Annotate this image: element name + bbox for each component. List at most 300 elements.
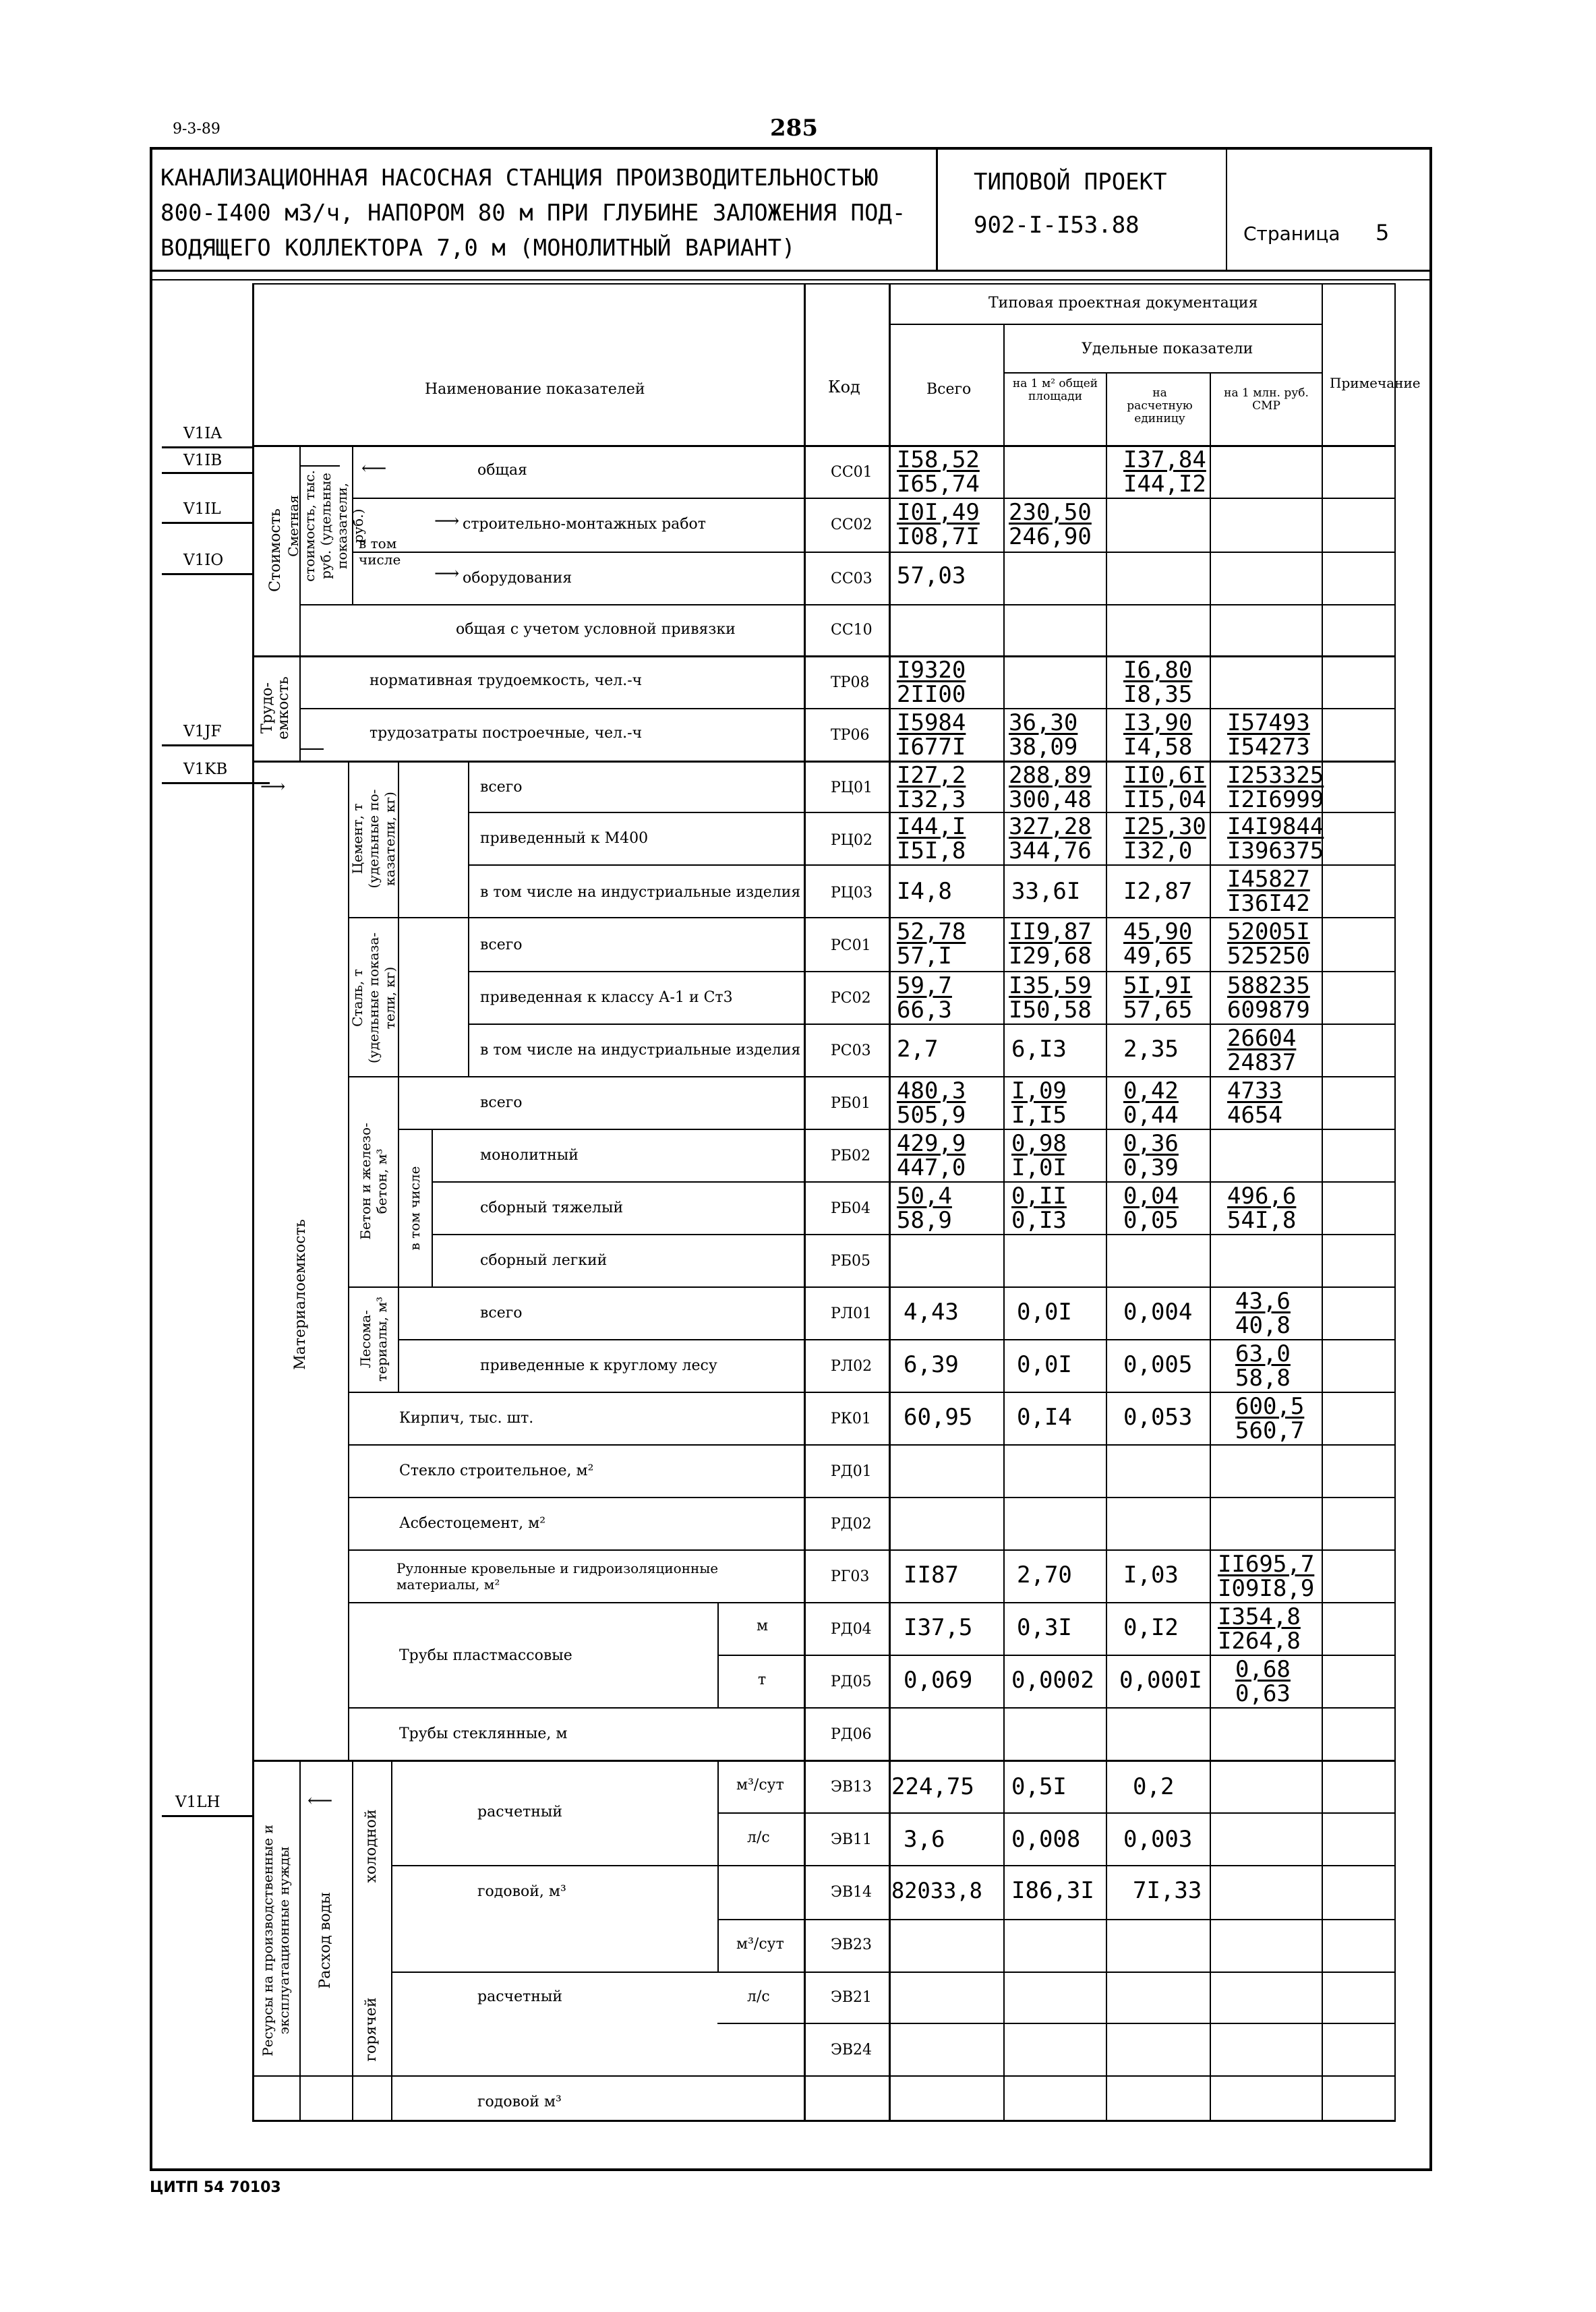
cell-per-mln	[1227, 974, 1310, 1022]
cell-value: 429,9	[897, 1130, 966, 1157]
cell-per-m2	[1011, 1668, 1094, 1692]
cell-per-mln	[1235, 1289, 1291, 1338]
cell-total	[897, 1131, 966, 1180]
group-concrete-incl: в том числе	[407, 1166, 423, 1251]
row-label: приведенный к М400	[480, 830, 649, 847]
cell-value: I57493	[1227, 709, 1310, 736]
cell-value: I9320	[897, 657, 966, 684]
cell-total	[904, 1405, 972, 1429]
cell-value: 0,39	[1123, 1154, 1179, 1181]
column-header-per-unit: на расчетную единицу	[1127, 386, 1193, 425]
marker-v1io: V1IO	[183, 552, 224, 569]
arrow-icon: ⟶	[434, 511, 460, 531]
cell-per-unit	[1123, 1131, 1179, 1180]
row-unit: м³/сут	[736, 1777, 784, 1794]
cell-per-mln	[1227, 1026, 1296, 1075]
cell-value: 0,053	[1123, 1404, 1193, 1431]
group-cost-sub	[285, 465, 366, 587]
row-code: ЭВ24	[831, 2042, 872, 2058]
cell-per-m2	[1017, 1405, 1072, 1429]
cell-value: 58,9	[897, 1207, 952, 1234]
cell-value: I264,8	[1218, 1628, 1301, 1655]
column-header-doc: Типовая проектная документация	[988, 295, 1258, 312]
row-label: в том числе на индустриальные изделия	[480, 1042, 801, 1059]
row-label: общая	[477, 462, 527, 479]
row-code: СС01	[831, 464, 873, 481]
cell-value: I37,84	[1123, 446, 1206, 473]
row-unit: м	[757, 1618, 769, 1634]
cell-value: 82033,8	[891, 1878, 982, 1903]
row-label: всего	[480, 1094, 523, 1111]
cell-value: 58,8	[1235, 1365, 1291, 1392]
cell-total	[897, 448, 980, 496]
group-materials: Материалоемкость	[292, 1219, 309, 1370]
cell-value: 0,2	[1133, 1773, 1175, 1800]
cell-per-unit	[1123, 1184, 1179, 1233]
cell-value: I35,59	[1009, 972, 1092, 999]
arrow-icon: ⟶	[434, 564, 460, 584]
cell-value: 0,5I	[1011, 1773, 1067, 1800]
cell-per-mln	[1227, 920, 1310, 968]
cell-per-m2	[1017, 1563, 1072, 1587]
page-number: 285	[770, 115, 818, 142]
cell-value: I4,58	[1123, 734, 1193, 761]
cell-value: 0,000I	[1119, 1667, 1202, 1694]
cell-total	[904, 1827, 945, 1851]
cell-value: 4654	[1227, 1102, 1282, 1129]
sheet-id: 9-3-89	[173, 121, 220, 138]
row-label: оборудования	[463, 570, 572, 587]
cell-value: I45827	[1227, 866, 1310, 893]
cell-per-m2	[1009, 920, 1092, 968]
cell-per-unit	[1123, 1405, 1192, 1429]
row-unit: л/с	[747, 1829, 770, 1846]
row-code: РД06	[831, 1726, 872, 1743]
cell-per-mln	[1218, 1552, 1314, 1601]
cell-value: 6,I3	[1011, 1036, 1067, 1063]
cell-value: 246,90	[1009, 523, 1092, 550]
cell-per-mln	[1235, 1342, 1291, 1390]
row-code: СС03	[831, 570, 873, 587]
row-code: РС03	[831, 1042, 871, 1059]
cell-value: 5I,9I	[1123, 972, 1193, 999]
marker-v1il: V1IL	[183, 500, 221, 518]
cell-value: 0,003	[1123, 1826, 1193, 1853]
cell-total	[897, 763, 966, 812]
cell-value: I2,87	[1123, 878, 1193, 905]
row-code: РЛ01	[831, 1305, 873, 1322]
cell-value: I58,52	[897, 446, 980, 473]
cell-total	[897, 500, 980, 549]
cell-value: I,I5	[1011, 1102, 1067, 1129]
cell-total	[897, 920, 966, 968]
row-code: РЦ02	[831, 832, 873, 849]
cell-value: I0I,49	[897, 499, 980, 526]
cell-per-mln	[1227, 763, 1324, 812]
cell-value: 3,6	[904, 1826, 945, 1853]
row-label: в том числе на индустриальные изделия	[480, 884, 801, 901]
cell-total	[904, 1300, 959, 1324]
cell-per-m2	[1011, 1079, 1067, 1127]
cell-value: 57,65	[1123, 997, 1193, 1024]
marker-v1ib: V1IB	[183, 452, 223, 469]
group-labor	[260, 668, 292, 748]
row-label: Рулонные кровельные и гидроизоляционные материалы, м²	[396, 1560, 719, 1593]
cell-per-unit	[1123, 920, 1192, 968]
row-code: РК01	[831, 1411, 871, 1427]
cell-total	[897, 658, 966, 707]
cell-value: 230,50	[1009, 499, 1092, 526]
row-unit: т	[758, 1671, 767, 1688]
title-line: ВОДЯЩЕГО КОЛЛЕКТОРА 7,0 м (МОНОЛИТНЫЙ ВАРИАНТ)	[160, 235, 796, 262]
cell-value: 63,0	[1235, 1340, 1291, 1367]
column-header-specific: Удельные показатели	[1082, 340, 1253, 357]
cell-value: 300,48	[1009, 786, 1092, 813]
cell-value: 0,I2	[1123, 1614, 1179, 1641]
cell-total	[897, 1079, 966, 1127]
cell-total	[897, 1184, 952, 1233]
column-header-total: Всего	[926, 381, 972, 398]
cell-value: 0,0I	[1017, 1299, 1072, 1326]
cell-value: 6,39	[904, 1351, 959, 1378]
cell-value: 40,8	[1235, 1312, 1291, 1339]
column-header-per-m2: на 1 м² общей площади	[1012, 377, 1098, 403]
cell-value: 0,II	[1011, 1183, 1067, 1210]
group-water: Расход воды	[317, 1892, 334, 1989]
cell-value: I44,I	[897, 813, 966, 840]
marker-v1ia: V1IA	[183, 425, 222, 442]
cell-value: I50,58	[1009, 997, 1092, 1024]
cell-value: 66,3	[897, 997, 952, 1024]
page-value: 5	[1376, 220, 1390, 245]
column-header-indicators: Наименование показателей	[425, 381, 645, 398]
cell-per-m2	[1009, 974, 1092, 1022]
cell-value: II9,87	[1009, 918, 1092, 945]
row-code: ЭВ13	[831, 1779, 872, 1796]
cell-value: 525250	[1227, 943, 1310, 970]
cell-value: 609879	[1227, 997, 1310, 1024]
cell-value: 0,44	[1123, 1102, 1179, 1129]
cell-per-unit	[1123, 1827, 1192, 1851]
row-code: ЭВ23	[831, 1936, 872, 1953]
row-label: всего	[480, 779, 523, 796]
cell-value: 2II00	[897, 681, 966, 708]
cell-value: 52,78	[897, 918, 966, 945]
cell-total	[904, 1668, 972, 1692]
row-label: нормативная трудоемкость, чел.-ч	[370, 672, 643, 689]
cell-per-m2	[1009, 814, 1092, 863]
cell-value: 33,6I	[1011, 878, 1081, 905]
cell-value: I27,2	[897, 762, 966, 789]
cell-value: 4733	[1227, 1077, 1282, 1104]
cell-per-unit	[1123, 1079, 1179, 1127]
cell-per-unit	[1123, 1563, 1179, 1587]
row-unit: м³/сут	[736, 1936, 784, 1953]
row-code: РЦ03	[831, 885, 873, 901]
cell-total	[897, 974, 952, 1022]
title-line: 800-I400 м3/ч, НАПОРОМ 80 м ПРИ ГЛУБИНЕ ЗАЛОЖЕНИЯ ПОД-	[160, 200, 906, 227]
row-code: ТР08	[831, 674, 870, 691]
row-code: РД04	[831, 1621, 872, 1638]
row-label: общая с учетом условной привязки	[456, 621, 736, 638]
cell-value: 480,3	[897, 1077, 966, 1104]
cell-per-unit	[1123, 1037, 1179, 1061]
row-code: СС10	[831, 622, 873, 639]
row-label: Асбестоцемент, м²	[399, 1515, 546, 1532]
cell-value: 45,90	[1123, 918, 1193, 945]
cell-value: 0,36	[1123, 1130, 1179, 1157]
column-header-per-mln: на 1 млн. руб. СМР	[1224, 386, 1309, 413]
cell-total	[897, 1037, 938, 1061]
cell-value: 0,0002	[1011, 1667, 1094, 1694]
cell-per-m2	[1011, 1878, 1094, 1903]
row-code: ЭВ21	[831, 1989, 872, 2006]
row-code: РБ01	[831, 1095, 870, 1112]
cell-per-mln	[1227, 1079, 1282, 1127]
cell-value: I,0I	[1011, 1154, 1067, 1181]
group-concrete	[357, 1114, 390, 1249]
cell-per-unit	[1123, 1616, 1179, 1640]
cell-value: I396375	[1227, 837, 1324, 864]
cell-per-unit	[1123, 763, 1206, 812]
cell-per-unit	[1123, 1300, 1192, 1324]
group-concrete-text: Бетон и железо-бетон, м³	[357, 1123, 390, 1240]
cell-per-unit	[1133, 1878, 1202, 1903]
column-header-code: Код	[828, 378, 860, 396]
page-label: Страница	[1243, 223, 1340, 245]
cell-per-unit	[1123, 658, 1192, 707]
cell-value: I32,0	[1123, 837, 1193, 864]
cell-value: 24837	[1227, 1049, 1297, 1076]
cell-total	[904, 1616, 972, 1640]
row-code: РД02	[831, 1516, 872, 1533]
cell-per-unit	[1119, 1668, 1202, 1692]
footer-code: ЦИТП 54 70103	[150, 2179, 281, 2196]
cell-total	[897, 814, 966, 863]
group-steel	[349, 930, 398, 1065]
title-line: КАНАЛИЗАЦИОННАЯ НАСОСНАЯ СТАНЦИЯ ПРОИЗВОДИТЕЛЬНОСТЬЮ	[160, 165, 879, 191]
cell-value: I5984	[897, 709, 966, 736]
cell-per-unit	[1123, 448, 1206, 496]
cell-value: I4I9844	[1227, 813, 1324, 840]
cell-per-m2	[1011, 1131, 1067, 1180]
cell-value: I2I6999	[1227, 786, 1324, 813]
cell-value: I36I42	[1227, 890, 1310, 917]
row-code: РБ05	[831, 1253, 870, 1270]
cell-value: I354,8	[1218, 1603, 1301, 1630]
cell-value: 57,I	[897, 943, 952, 970]
cell-value: II695,7	[1218, 1551, 1315, 1578]
group-labor-text: Трудо-емкость	[259, 676, 292, 740]
cell-value: I32,3	[897, 786, 966, 813]
group-cost: Стоимость	[267, 508, 284, 592]
cell-total	[897, 711, 966, 759]
column-header-note: Примечание	[1330, 375, 1421, 391]
row-label: приведенная к классу А-1 и Ст3	[480, 989, 733, 1006]
cell-value: II87	[904, 1562, 959, 1589]
cell-value: 344,76	[1009, 837, 1092, 864]
cell-per-unit	[1123, 879, 1192, 903]
group-cold: холодной	[363, 1809, 380, 1883]
cell-value: I08,7I	[897, 523, 980, 550]
cell-value: 447,0	[897, 1154, 966, 1181]
row-label: Кирпич, тыс. шт.	[399, 1410, 534, 1427]
document-title	[160, 165, 906, 262]
cell-total	[891, 1775, 974, 1799]
cell-value: I677I	[897, 734, 966, 761]
marker-v1lh: V1LH	[175, 1794, 220, 1811]
row-unit: л/с	[747, 1988, 770, 2005]
cell-per-unit	[1123, 814, 1206, 863]
cell-per-m2	[1011, 1037, 1067, 1061]
cell-value: 327,28	[1009, 813, 1092, 840]
marker-v1jf: V1JF	[183, 723, 222, 740]
row-code: СС02	[831, 516, 873, 533]
cell-value: 0,069	[904, 1667, 973, 1694]
cell-value: 0,98	[1011, 1130, 1067, 1157]
cell-value: 0,04	[1123, 1183, 1179, 1210]
cell-per-m2	[1017, 1353, 1072, 1377]
group-cost-sub-text: Сметная стоимость, тыс. руб. (удельные показатели, руб.)	[285, 470, 366, 582]
row-code: РБ02	[831, 1148, 870, 1164]
cell-per-m2	[1011, 1184, 1067, 1233]
cell-value: 0,42	[1123, 1077, 1179, 1104]
row-code: РС01	[831, 937, 871, 954]
cell-value: I,09	[1011, 1077, 1067, 1104]
cell-value: I25,30	[1123, 813, 1206, 840]
cell-value: 0,63	[1235, 1680, 1291, 1707]
row-label: расчетный	[477, 1988, 563, 2005]
cell-per-mln	[1227, 711, 1310, 759]
cell-value: 288,89	[1009, 762, 1092, 789]
cell-value: I3,90	[1123, 709, 1193, 736]
cell-value: 505,9	[897, 1102, 966, 1129]
cell-value: 0,68	[1235, 1656, 1291, 1683]
cell-value: 0,005	[1123, 1351, 1193, 1378]
row-code: ЭВ11	[831, 1831, 872, 1848]
cell-value: 2,70	[1017, 1562, 1072, 1589]
cell-value: 38,09	[1009, 734, 1078, 761]
cell-value: I,03	[1123, 1562, 1179, 1589]
row-label: Стекло строительное, м²	[399, 1462, 594, 1479]
cell-total	[904, 1353, 959, 1377]
row-code: РС02	[831, 990, 871, 1007]
cell-total	[891, 1878, 982, 1903]
group-hot: горячей	[363, 1997, 380, 2062]
cell-total	[904, 1563, 959, 1587]
cell-value: I8,35	[1123, 681, 1193, 708]
cell-total	[897, 879, 952, 903]
cell-value: 0,I3	[1011, 1207, 1067, 1234]
row-label: трудозатраты построечные, чел.-ч	[370, 725, 643, 742]
arrow-icon: ⟵	[307, 1791, 333, 1811]
cell-value: I54273	[1227, 734, 1310, 761]
cell-value: 600,5	[1235, 1393, 1305, 1420]
cell-value: 588235	[1227, 972, 1310, 999]
cell-per-mln	[1218, 1605, 1301, 1653]
row-label: Трубы пластмассовые	[399, 1647, 572, 1664]
cell-value: 49,65	[1123, 943, 1193, 970]
row-label: монолитный	[480, 1147, 579, 1164]
project-label: ТИПОВОЙ ПРОЕКТ	[974, 169, 1167, 196]
group-including: в том числе	[359, 535, 401, 568]
cell-per-unit	[1123, 711, 1192, 759]
cell-per-m2	[1009, 763, 1092, 812]
row-label: годовой м³	[477, 2094, 562, 2110]
cell-value: II5,04	[1123, 786, 1206, 813]
cell-value: 2,7	[897, 1036, 939, 1063]
cell-value: 0,I4	[1017, 1404, 1072, 1431]
cell-per-unit	[1133, 1775, 1174, 1799]
row-label: годовой, м³	[477, 1883, 566, 1900]
arrow-icon: ⟶	[260, 777, 286, 797]
cell-total	[897, 564, 966, 588]
group-cement	[349, 771, 398, 906]
cell-value: 50,4	[897, 1183, 952, 1210]
cell-value: 36,30	[1009, 709, 1078, 736]
row-code: ТР06	[831, 727, 870, 744]
cell-value: I37,5	[904, 1614, 973, 1641]
group-resources-text: Ресурсы на производственные и эксплуатационные нужды	[260, 1825, 292, 2056]
row-label: сборный тяжелый	[480, 1199, 624, 1216]
marker-v1kb: V1KB	[183, 761, 228, 778]
row-label: сборный легкий	[480, 1252, 608, 1269]
cell-per-m2	[1011, 1775, 1067, 1799]
cell-per-mln	[1235, 1657, 1291, 1706]
cell-value: I6,80	[1123, 657, 1193, 684]
group-steel-text: Сталь, т (удельные показа-тели, кг)	[349, 932, 398, 1064]
cell-value: I253325	[1227, 762, 1324, 789]
cell-value: 2,35	[1123, 1036, 1179, 1063]
cell-per-m2	[1009, 500, 1092, 549]
row-code: РД01	[831, 1463, 872, 1480]
cell-value: 0,05	[1123, 1207, 1179, 1234]
group-timber-text: Лесома-териалы, м³	[357, 1297, 390, 1382]
cell-value: 0,004	[1123, 1299, 1193, 1326]
row-label: всего	[480, 1305, 523, 1322]
cell-value: I5I,8	[897, 837, 966, 864]
cell-value: I86,3I	[1011, 1877, 1094, 1904]
group-timber	[357, 1292, 390, 1386]
cell-value: 54I,8	[1227, 1207, 1297, 1234]
cell-value: 52005I	[1227, 918, 1310, 945]
row-code: РГ03	[831, 1568, 870, 1585]
cell-value: 224,75	[891, 1773, 974, 1800]
row-label: расчетный	[477, 1804, 563, 1820]
cell-per-m2	[1011, 1827, 1080, 1851]
cell-value: 59,7	[897, 972, 952, 999]
cell-value: I4,8	[897, 878, 952, 905]
row-code: РЛ02	[831, 1358, 873, 1375]
cell-value: 26604	[1227, 1025, 1297, 1052]
cell-per-m2	[1017, 1616, 1072, 1640]
arrow-icon: ⟵	[361, 458, 387, 479]
row-label: всего	[480, 937, 523, 953]
cell-value: 0,0I	[1017, 1351, 1072, 1378]
row-code: РБ04	[831, 1200, 870, 1217]
cell-per-m2	[1011, 879, 1080, 903]
cell-value: 0,3I	[1017, 1614, 1072, 1641]
cell-value: 496,6	[1227, 1183, 1297, 1210]
cell-value: I09I8,9	[1218, 1575, 1315, 1602]
cell-value: II0,6I	[1123, 762, 1206, 789]
cell-value: I44,I2	[1123, 471, 1206, 498]
cell-value: 560,7	[1235, 1417, 1305, 1444]
cell-value: 57,03	[897, 562, 966, 589]
row-code: РЦ01	[831, 779, 873, 796]
row-code: РД05	[831, 1673, 872, 1690]
row-label: Трубы стеклянные, м	[399, 1725, 568, 1742]
